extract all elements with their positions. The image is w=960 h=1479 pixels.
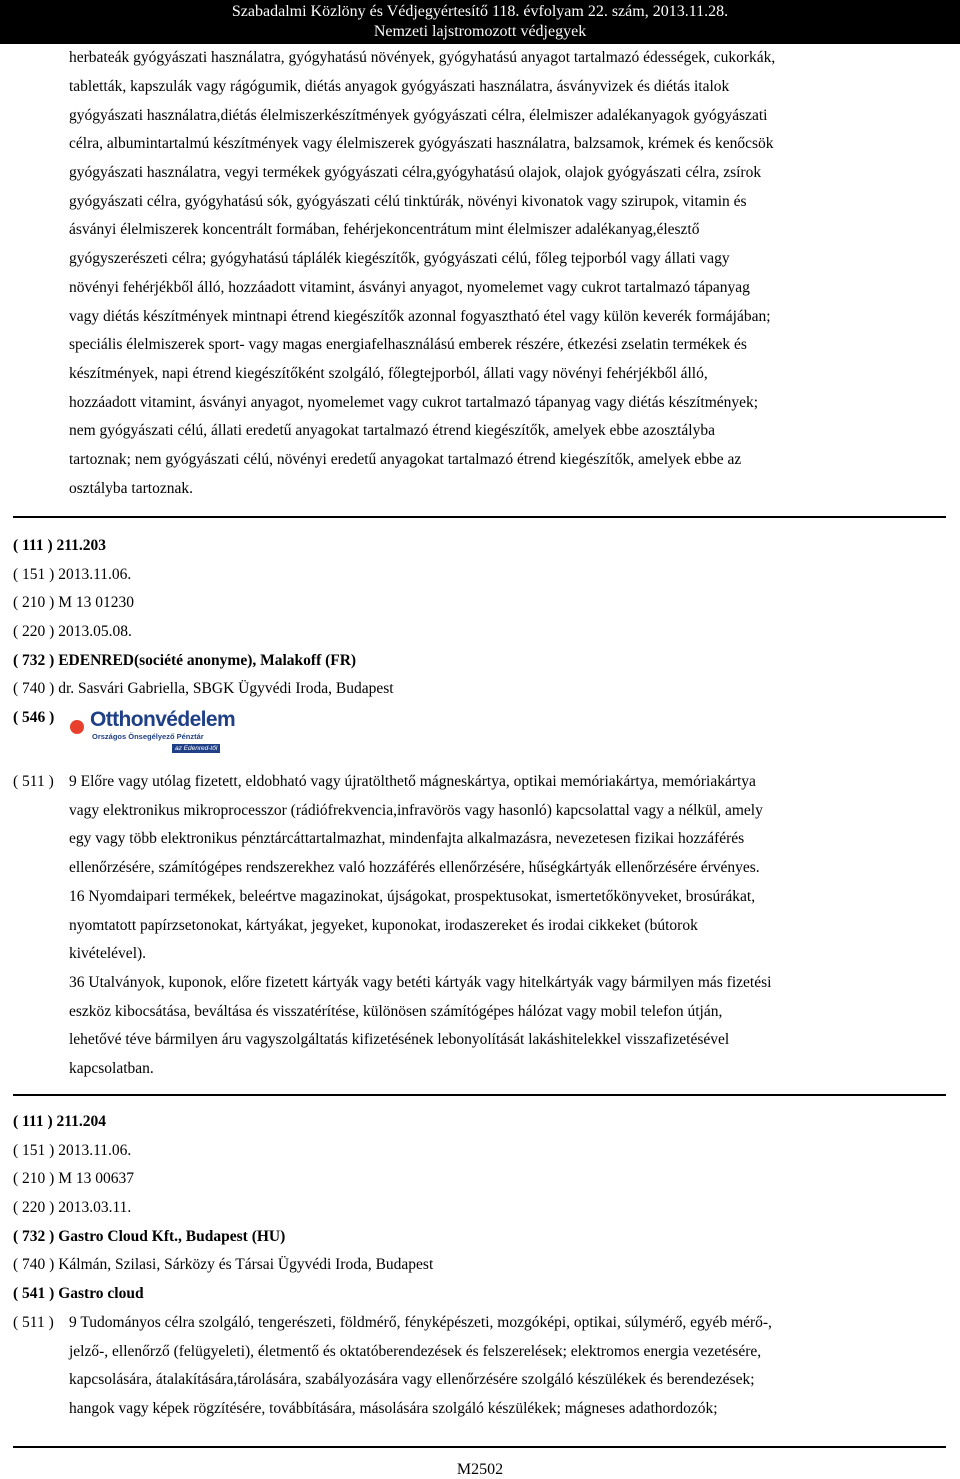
text-line: ásványi élelmiszerek koncentrált formában, fehérjekoncentrátum mint élelmiszer adalékanyag,élesztő bbox=[69, 221, 700, 238]
text-line: eszköz kibocsátása, beváltása és visszatérítése, különösen számítógépes hálózat vagy mobil telefon útján, bbox=[69, 1003, 723, 1020]
text-line: gyógyászati használatra, vegyi termékek gyógyászati célra,gyógyhatású olajok, olajok gyógyászati célra, zsírok bbox=[69, 164, 762, 181]
page-header bbox=[0, 0, 960, 44]
field-220: ( 220 ) 2013.03.11. bbox=[13, 1199, 132, 1216]
text-line: kivételével). bbox=[69, 945, 147, 962]
page-bottom-rule bbox=[13, 1446, 946, 1448]
text-line: lehetővé téve bármilyen áru vagyszolgáltatás kifizetésének lebonyolítását lakáshitelekkel visszafizetésével bbox=[69, 1031, 730, 1048]
field-151: ( 151 ) 2013.11.06. bbox=[13, 566, 132, 583]
field-511-label: ( 511 ) bbox=[13, 773, 54, 790]
text-line: 16 Nyomdaipari termékek, beleértve magazinokat, újságokat, prospektusokat, ismertetőkönyveket, brosúrákat, bbox=[69, 888, 756, 905]
text-line: osztályba tartoznak. bbox=[69, 480, 193, 497]
text-line: gyógyászati használatra,diétás élelmiszerkészítmények gyógyászati célra, élelmiszer adalékanyagok gyógyászati bbox=[69, 107, 768, 124]
field-151: ( 151 ) 2013.11.06. bbox=[13, 1142, 132, 1159]
text-line: kapcsolatban. bbox=[69, 1060, 154, 1077]
text-line: nem gyógyászati célú, állati eredetű anyagokat tartalmazó étrend kiegészítők, amelyek ebbe azosztályba bbox=[69, 422, 715, 439]
text-line: 9 Tudományos célra szolgáló, tengerészeti, földmérő, fényképészeti, mozgóképi, optikai, súlymérő, egyéb mérő-, bbox=[69, 1314, 772, 1331]
logo-wordmark: Otthonvédelem bbox=[90, 708, 236, 731]
header-journal-title: Szabadalmi Közlöny és Védjegyértesítő 118. évfolyam 22. szám, 2013.11.28. bbox=[231, 3, 729, 20]
field-111: ( 111 ) 211.203 bbox=[13, 537, 107, 554]
text-line: vagy elektronikus mikroprocesszor (rádiófrekvencia,infravörös vagy hasonló) kapcsolattal vagy a nélkül, amely bbox=[69, 802, 763, 819]
field-546: ( 546 ) bbox=[13, 709, 55, 726]
text-line: jelző-, ellenőrző (felügyeleti), életmentő és oktatóberendezések és felszerelések; elektromos energia vezetésére, bbox=[69, 1343, 762, 1360]
field-732: ( 732 ) EDENRED(société anonyme), Malakoff (FR) bbox=[13, 652, 357, 669]
text-line: növényi fehérjékből álló, hozzáadott vitamint, ásványi anyagot, nyomelemet vagy cukrot tartalmazó tápanyag bbox=[69, 279, 750, 296]
logo-subtitle: Országos Önsegélyező Pénztár bbox=[92, 732, 204, 741]
entry-separator bbox=[13, 516, 946, 518]
text-line: nyomtatott papírzsetonokat, kártyákat, jegyeket, kuponokat, irodaszereket és irodai cikkeket (bútorok bbox=[69, 917, 698, 934]
text-line: hozzáadott vitamint, ásványi anyagot, nyomelemet vagy cukrot tartalmazó tápanyag vagy diétás készítmények; bbox=[69, 394, 759, 411]
field-220: ( 220 ) 2013.05.08. bbox=[13, 623, 132, 640]
entry-separator bbox=[13, 1094, 946, 1096]
field-111: ( 111 ) 211.204 bbox=[13, 1113, 107, 1130]
text-line: gyógyászati célra, gyógyhatású sók, gyógyászati célú tinktúrák, növényi kivonatok vagy szirupok, vitamin és bbox=[69, 193, 747, 210]
text-line: herbateák gyógyászati használatra, gyógyhatású növények, gyógyhatású anyagot tartalmazó édességek, cukorkák, bbox=[69, 49, 776, 66]
field-511-label: ( 511 ) bbox=[13, 1314, 54, 1331]
page-number: M2502 bbox=[456, 1461, 504, 1478]
text-line: kapcsolására, átalakítására,tárolására, szabályozására vagy ellenőrzésére szolgáló készülékek és berendezések; bbox=[69, 1371, 755, 1388]
field-210: ( 210 ) M 13 00637 bbox=[13, 1170, 134, 1187]
field-740: ( 740 ) Kálmán, Szilasi, Sárközy és Társai Ügyvédi Iroda, Budapest bbox=[13, 1256, 434, 1273]
text-line: ellenőrzésére, számítógépes rendszerekhez való hozzáférés ellenőrzésére, hűségkártyák ellenőrzésére érvényes. bbox=[69, 859, 760, 876]
text-line: egy vagy több elektronikus pénztárcáttartalmazhat, mindenfajta alkalmazásra, nevezetesen fizikai hozzáférés bbox=[69, 830, 745, 847]
field-541: ( 541 ) Gastro cloud bbox=[13, 1285, 144, 1302]
text-line: készítmények, napi étrend kiegészítőként szolgáló, főlegtejporból, állati vagy növényi fehérjékből álló, bbox=[69, 365, 708, 382]
text-line: vagy diétás készítmények mintnapi étrend kiegészítők azonnal fogyasztható étel vagy külön keverék formájában; bbox=[69, 308, 771, 325]
text-line: tabletták, kapszulák vagy rágógumik, diétás anyagok gyógyászati használatra, ásványvizek és diétás italok bbox=[69, 78, 730, 95]
logo-tag: az Edenred-től bbox=[172, 744, 220, 753]
trademark-logo bbox=[70, 704, 236, 758]
text-line: célra, albumintartalmú készítmények vagy élelmiszerek gyógyászati használatra, balzsamok, krémek és kenőcsök bbox=[69, 135, 774, 152]
text-line: hangok vagy képek rögzítésére, továbbítására, másolására szolgáló készülékek; mágneses adathordozók; bbox=[69, 1400, 718, 1417]
text-line: 36 Utalványok, kuponok, előre fizetett kártyák vagy betéti kártyák vagy hitelkártyák vagy bármilyen más fizetési bbox=[69, 974, 772, 991]
field-740: ( 740 ) dr. Sasvári Gabriella, SBGK Ügyvédi Iroda, Budapest bbox=[13, 680, 394, 697]
text-line: speciális élelmiszerek sport- vagy magas energiafelhasználású emberek részére, étkezési zselatin termékek és bbox=[69, 336, 747, 353]
text-line: tartoznak; nem gyógyászati célú, növényi eredetű anyagokat tartalmazó étrend kiegészítők, amelyek ebbe az bbox=[69, 451, 742, 468]
logo-dot-icon bbox=[70, 720, 84, 734]
header-section-title: Nemzeti lajstromozott védjegyek bbox=[373, 23, 587, 40]
field-732: ( 732 ) Gastro Cloud Kft., Budapest (HU) bbox=[13, 1228, 286, 1245]
field-210: ( 210 ) M 13 01230 bbox=[13, 594, 134, 611]
text-line: gyógyszerészeti célra; gyógyhatású táplálék kiegészítők, gyógyászati célú, főleg tejporból vagy állati vagy bbox=[69, 250, 730, 267]
text-line: 9 Előre vagy utólag fizetett, eldobható vagy újratölthető mágneskártya, optikai memóriakártya, memóriakártya bbox=[69, 773, 756, 790]
